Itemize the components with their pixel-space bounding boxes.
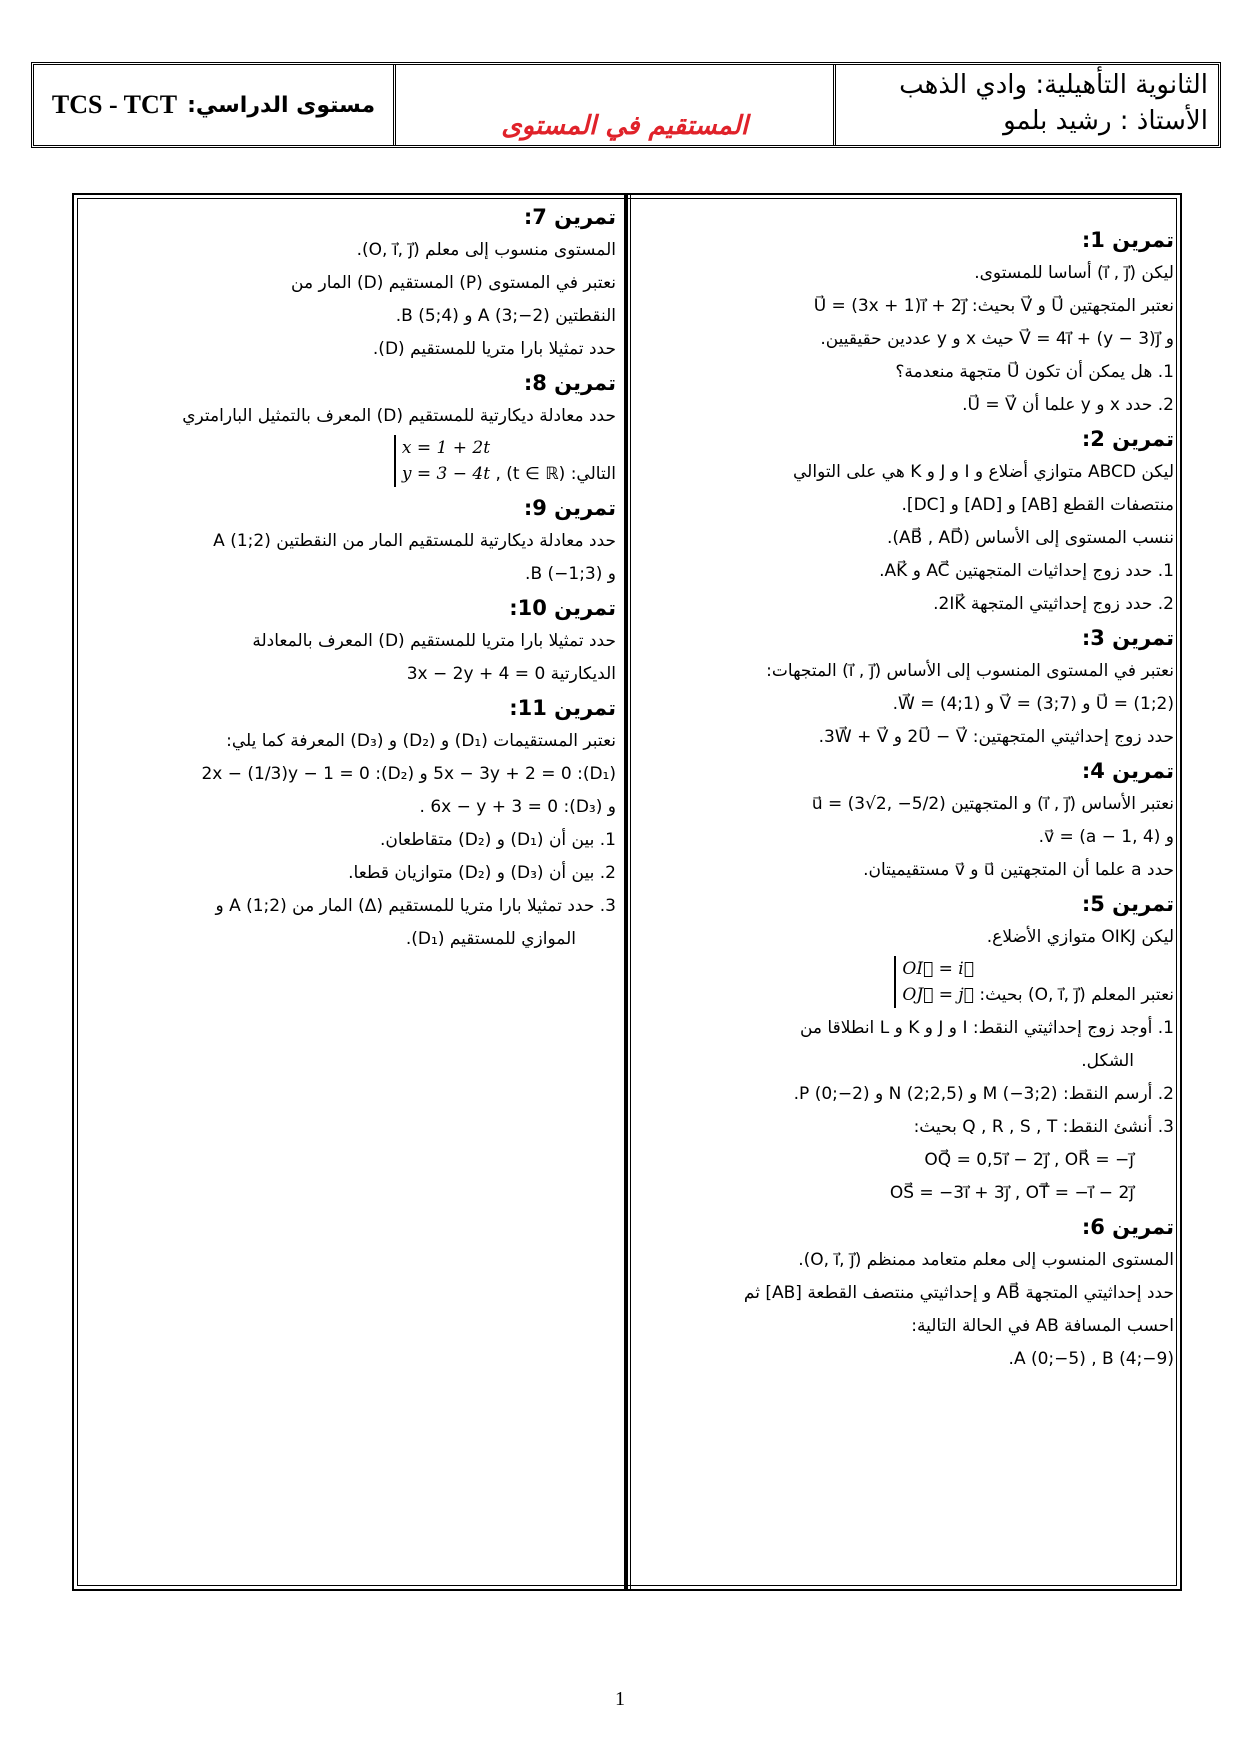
exercise-5-line: 2. أرسم النقط: M (−3;2) و N (2;2,5) و P (0;−2).: [793, 1084, 1174, 1104]
exercise-8-line: [86, 433, 616, 491]
document-title: المستقيم في المستوى: [501, 111, 748, 141]
level-cell: [34, 65, 396, 145]
exercise-7-line: نعتبر في المستوى (P) المستقيم (D) المار من: [291, 273, 616, 293]
exercise-7-line: حدد تمثيلا بارا متريا للمستقيم (D).: [372, 339, 616, 359]
left-column: [86, 200, 616, 956]
exercise-5-line: [644, 954, 1174, 1012]
exercise-5-line: ليكن OIKJ متوازي الأضلاع.: [986, 927, 1174, 947]
page-number: 1: [615, 1688, 625, 1710]
exercise-1-line: نعتبر المتجهتين U⃗ و V⃗ بحيث: U⃗ = (3x + 1)i⃗ + 2j⃗: [813, 296, 1174, 316]
exercise-3-line: U⃗ = (1;2) و V⃗ = (3;7) و W⃗ = (4;1).: [892, 694, 1174, 714]
exercise-4-line: نعتبر الأساس (i⃗ , j⃗) و المتجهتين u⃗ = (3√2, −5/2): [811, 794, 1174, 814]
exercise-6-line: A (0;−5) , B (4;−9).: [1008, 1349, 1174, 1369]
exercise-5-line: OS⃗ = −3i⃗ + 3j⃗ , OT⃗ = −i⃗ − 2j⃗: [889, 1183, 1134, 1203]
exercise-8-system: [394, 435, 490, 487]
exercise-1-line: ليكن (i⃗ , j⃗) أساسا للمستوى.: [974, 263, 1174, 283]
exercise-5-system: [894, 956, 974, 1008]
exercise-3-line: حدد زوج إحداثيتي المتجهتين: 2U⃗ − V⃗ و 3W⃗ + V⃗.: [818, 727, 1174, 747]
title-cell: [396, 65, 836, 145]
system-eq-1: x = 1 + 2t: [401, 438, 491, 458]
exercise-4-line: و v⃗ = (a − 1, 4).: [1038, 827, 1174, 847]
exercise-4-title: تمرين 4:: [1081, 759, 1174, 783]
exercise-10-line: حدد تمثيلا بارا متريا للمستقيم (D) المعرف بالمعادلة: [252, 631, 616, 651]
level-label: مستوى الدراسي:: [187, 92, 376, 118]
exercise-7-line: المستوى منسوب إلى معلم (O, i⃗, j⃗).: [356, 240, 616, 260]
exercise-8-line: حدد معادلة ديكارتية للمستقيم (D) المعرف بالتمثيل البارامتري: [182, 406, 616, 426]
exercise-3-line: نعتبر في المستوى المنسوب إلى الأساس (i⃗ , j⃗) المتجهات:: [766, 661, 1174, 681]
exercise-10-line: الديكارتية 3x − 2y + 4 = 0: [406, 664, 616, 684]
exercise-5-line: الشكل.: [1081, 1051, 1134, 1071]
exercise-1-line: 2. حدد x و y علما أن U⃗ = V⃗.: [962, 395, 1174, 415]
system-eq-2: y = 3 − 4t: [401, 464, 491, 484]
exercise-10-title: تمرين 10:: [509, 596, 616, 620]
exercise-2-line: منتصفات القطع [AB] و [AD] و [DC].: [901, 495, 1174, 515]
exercise-5-line: 1. أوجد زوج إحداثيتي النقط: I و J و K و L انطلاقا من: [799, 1018, 1174, 1038]
exercise-6-line: المستوى المنسوب إلى معلم متعامد ممنظم (O, i⃗, j⃗).: [798, 1250, 1174, 1270]
school-cell: [836, 65, 1218, 145]
exercise-11-line: (D₁): 5x − 3y + 2 = 0 و (D₂): 2x − (1/3)y − 1 = 0: [201, 764, 616, 784]
exercise-11-line: نعتبر المستقيمات (D₁) و (D₂) و (D₃) المعرفة كما يلي:: [226, 731, 616, 751]
exercise-11-line: 3. حدد تمثيلا بارا متريا للمستقيم (Δ) المار من A (1;2) و: [215, 896, 616, 916]
exercise-9-line: و B (−1;3).: [525, 564, 616, 584]
exercise-1-line: 1. هل يمكن أن تكون U⃗ متجهة منعدمة؟: [895, 362, 1174, 382]
exercise-1-title: تمرين 1:: [1081, 228, 1174, 252]
exercise-7-line: النقطتين A (3;−2) و B (5;4).: [395, 306, 616, 326]
column-divider: [624, 195, 628, 1589]
exercise-5-frame-text: نعتبر المعلم (O, i⃗, j⃗) بحيث:: [979, 985, 1174, 1005]
exercise-11-line: 2. بين أن (D₃) و (D₂) متوازيان قطعا.: [348, 863, 616, 883]
exercise-9-title: تمرين 9:: [523, 496, 616, 520]
exercise-3-title: تمرين 3:: [1081, 626, 1174, 650]
exercise-4-line: حدد a علما أن المتجهتين u⃗ و v⃗ مستقيميتان.: [863, 860, 1174, 880]
exercise-2-line: 1. حدد زوج إحداثيات المتجهتين AC⃗ و AK⃗.: [879, 561, 1174, 581]
right-column: [644, 223, 1174, 1376]
exercise-11-title: تمرين 11:: [509, 696, 616, 720]
teacher-name: الأستاذ : رشيد بلمو: [1003, 106, 1208, 136]
exercise-9-line: حدد معادلة ديكارتية للمستقيم المار من النقطتين A (1;2): [213, 531, 616, 551]
level-value: TCS - TCT: [51, 90, 178, 119]
column-divider-line: [630, 195, 631, 1589]
exercise-5-line: 3. أنشئ النقط: Q , R , S , T بحيث:: [913, 1117, 1174, 1137]
exercise-2-line: ليكن ABCD متوازي أضلاع و I و J و K هي على التوالي: [793, 462, 1174, 482]
exercise-11-line: الموازي للمستقيم (D₁).: [405, 929, 576, 949]
exercise-8-param-text: التالي: (t ∈ ℝ) ,: [495, 464, 616, 484]
header-table: [31, 62, 1221, 148]
content-frame: [72, 193, 1182, 1591]
exercise-5-title: تمرين 5:: [1081, 892, 1174, 916]
exercise-11-line: 1. بين أن (D₁) و (D₂) متقاطعان.: [379, 830, 616, 850]
exercise-11-line: و (D₃): 6x − y + 3 = 0 .: [419, 797, 616, 817]
exercise-2-line: 2. حدد زوج إحداثيتي المتجهة 2IK⃗.: [933, 594, 1174, 614]
exercise-1-line: و V⃗ = 4i⃗ + (y − 3)j⃗ حيث x و y عددين حقيقيين.: [820, 329, 1174, 349]
exercise-5-line: OQ⃗ = 0,5i⃗ − 2j⃗ , OR⃗ = −j⃗: [924, 1150, 1134, 1170]
exercise-6-line: احسب المسافة AB في الحالة التالية:: [911, 1316, 1174, 1336]
school-name: الثانوية التأهيلية: وادي الذهب: [899, 70, 1208, 100]
system-eq-2: OJ⃗ = j⃗: [902, 985, 974, 1005]
exercise-7-title: تمرين 7:: [523, 205, 616, 229]
system-eq-1: OI⃗ = i⃗: [902, 959, 974, 979]
exercise-8-title: تمرين 8:: [523, 371, 616, 395]
exercise-2-title: تمرين 2:: [1081, 427, 1174, 451]
exercise-2-line: ننسب المستوى إلى الأساس (AB⃗ , AD⃗).: [886, 528, 1174, 548]
exercise-6-title: تمرين 6:: [1081, 1215, 1174, 1239]
exercise-6-line: حدد إحداثيتي المتجهة AB⃗ و إحداثيتي منتصف القطعة [AB] ثم: [743, 1283, 1174, 1303]
